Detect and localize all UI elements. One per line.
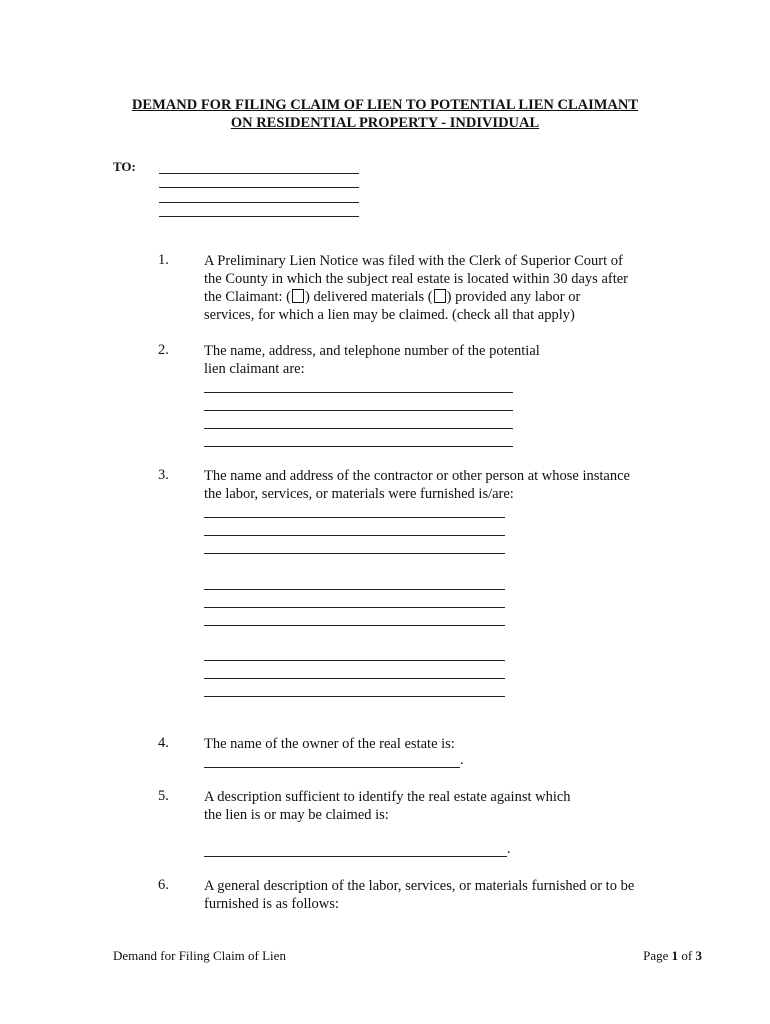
item-1-line-1: A Preliminary Lien Notice was filed with the Clerk of Superior Court of: [204, 253, 623, 269]
claimant-blank-line-2[interactable]: [204, 410, 513, 411]
item-5-line-2: the lien is or may be claimed is:: [204, 807, 389, 823]
claimant-blank-line-4[interactable]: [204, 446, 513, 447]
item-1-line-3-part-a: the Claimant: (: [204, 289, 291, 305]
contractor-blank-line-5[interactable]: [204, 607, 505, 608]
item-1-number: 1.: [158, 252, 169, 268]
footer-page-mid: of: [678, 948, 696, 963]
footer-page-current: 1: [671, 948, 679, 963]
to-blank-line-3[interactable]: [159, 202, 359, 203]
item-2-text: [204, 342, 540, 378]
owner-blank-line[interactable]: [204, 767, 460, 768]
to-blank-line-2[interactable]: [159, 187, 359, 188]
footer-page-total: 3: [695, 948, 702, 963]
item-4-text: The name of the owner of the real estate is:: [204, 736, 455, 752]
owner-line-period: .: [460, 752, 464, 768]
to-blank-line-4[interactable]: [159, 216, 359, 217]
item-5-text: [204, 788, 571, 824]
footer-page-prefix: Page: [643, 948, 672, 963]
item-5-number: 5.: [158, 788, 169, 804]
contractor-blank-line-6[interactable]: [204, 625, 505, 626]
item-4-number: 4.: [158, 735, 169, 751]
footer-page-number: [643, 948, 702, 964]
contractor-blank-line-2[interactable]: [204, 535, 505, 536]
footer-document-name: Demand for Filing Claim of Lien: [113, 948, 286, 963]
document-title-line-2: ON RESIDENTIAL PROPERTY - INDIVIDUAL: [230, 115, 540, 131]
item-1-line-3-part-c: ) provided any labor or: [446, 289, 581, 305]
item-5-line-1: A description sufficient to identify the real estate against which: [204, 789, 571, 805]
contractor-blank-line-8[interactable]: [204, 678, 505, 679]
item-2-line-1: The name, address, and telephone number of the potential: [204, 343, 540, 359]
contractor-blank-line-3[interactable]: [204, 553, 505, 554]
contractor-blank-line-4[interactable]: [204, 589, 505, 590]
item-3-line-1: The name and address of the contractor or other person at whose instance: [204, 468, 630, 484]
item-3-line-2: the labor, services, or materials were furnished is/are:: [204, 486, 514, 502]
item-6-text: [204, 877, 634, 913]
claimant-blank-line-1[interactable]: [204, 392, 513, 393]
contractor-blank-line-1[interactable]: [204, 517, 505, 518]
item-1-text: [204, 252, 628, 324]
item-1-line-2: the County in which the subject real estate is located within 30 days after: [204, 271, 629, 287]
description-blank-line[interactable]: [204, 856, 507, 857]
contractor-blank-line-7[interactable]: [204, 660, 505, 661]
item-3-number: 3.: [158, 467, 169, 483]
item-6-line-1: A general description of the labor, services, or materials furnished or to be: [204, 878, 635, 894]
claimant-blank-line-3[interactable]: [204, 428, 513, 429]
item-2-line-2: lien claimant are:: [204, 361, 305, 377]
item-1-line-4: services, for which a lien may be claimed. (check all that apply): [204, 307, 575, 323]
item-2-number: 2.: [158, 342, 169, 358]
document-title-line-1: DEMAND FOR FILING CLAIM OF LIEN TO POTENTIAL LIEN CLAIMANT: [131, 97, 639, 113]
item-6-line-2: furnished is as follows:: [204, 896, 339, 912]
checkbox-provided-labor[interactable]: [434, 289, 446, 303]
to-label: TO:: [113, 159, 136, 174]
item-1-line-3-part-b: ) delivered materials (: [304, 289, 433, 305]
checkbox-delivered-materials[interactable]: [292, 289, 304, 303]
item-6-number: 6.: [158, 877, 169, 893]
contractor-blank-line-9[interactable]: [204, 696, 505, 697]
item-1-line-3: [204, 288, 628, 306]
to-blank-line-1[interactable]: [159, 173, 359, 174]
item-3-text: [204, 467, 630, 503]
description-line-period: .: [507, 841, 511, 857]
